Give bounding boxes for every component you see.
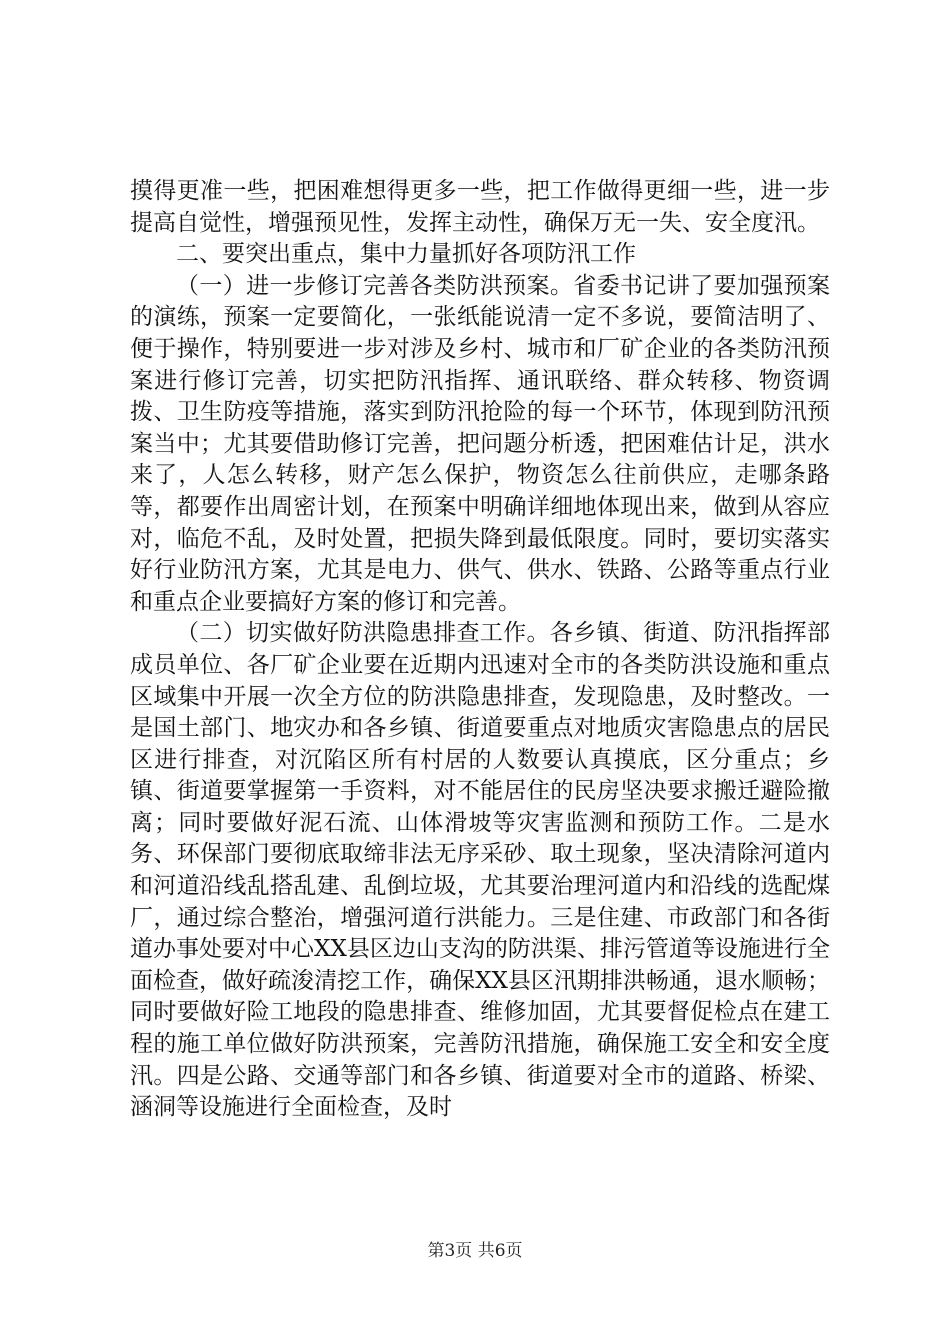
section-heading: 二、要突出重点，集中力量抓好各项防汛工作	[176, 241, 636, 268]
document-body	[130, 176, 830, 1124]
paragraph-item-2: （二）切实做好防洪隐患排查工作。各乡镇、街道、防汛指挥部成员单位、各厂矿企业要在近期内迅速对全市的各类防洪设施和重点区域集中开展一次全方位的防洪隐患排查，发现隐患，及时整改。一是国土部门、地灾办和各乡镇、街道要重点对地质灾害隐患点的居民区进行排查，对沉陷区所有村居的人数要认真摸底，区分重点；乡镇、街道要掌握第一手资料，对不能居住的民房坚决要求搬迁避险撤离；同时要做好泥石流、山体滑坡等灾害监测和预防工作。二是水务、环保部门要彻底取缔非法无序采砂、取土现象，坚决清除河道内和河道沿线乱搭乱建、乱倒垃圾，尤其要治理河道内和沿线的选配煤厂，通过综合整治，增强河道行洪能力。三是住建、市政部门和各街道办事处要对中心XX县区边山支沟的防洪渠、排污管道等设施进行全面检查，做好疏浚清挖工作，确保XX县区汛期排洪畅通，退水顺畅；同时要做好险工地段的隐患排查、维修加固，尤其要督促检点在建工程的施工单位做好防洪预案，完善防汛措施，确保施工安全和安全度汛。四是公路、交通等部门和各乡镇、街道要对全市的道路、桥梁、涵洞等设施进行全面检查，及时	[130, 620, 830, 1121]
paragraph-item-1: （一）进一步修订完善各类防洪预案。省委书记讲了要加强预案的演练，预案一定要简化，一张纸能说清一定不多说，要简洁明了、便于操作，特别要进一步对涉及乡村、城市和厂矿企业的各类防汛预案进行修订完善，切实把防汛指挥、通讯联络、群众转移、物资调拨、卫生防疫等措施，落实到防汛抢险的每一个环节，体现到防汛预案当中；尤其要借助修订完善，把问题分析透，把困难估计足，洪水来了，人怎么转移，财产怎么保护，物资怎么往前供应，走哪条路等，都要作出周密计划，在预案中明确详细地体现出来，做到从容应对，临危不乱，及时处置，把损失降到最低限度。同时，要切实落实好行业防汛方案，尤其是电力、供气、供水、铁路、公路等重点行业和重点企业要搞好方案的修订和完善。	[130, 272, 830, 615]
paragraph-continuation: 摸得更准一些，把困难想得更多一些，把工作做得更细一些，进一步提高自觉性，增强预见性，发挥主动性，确保万无一失、安全度汛。	[130, 178, 830, 236]
page-number-footer: 第3页 共6页	[427, 1241, 523, 1261]
